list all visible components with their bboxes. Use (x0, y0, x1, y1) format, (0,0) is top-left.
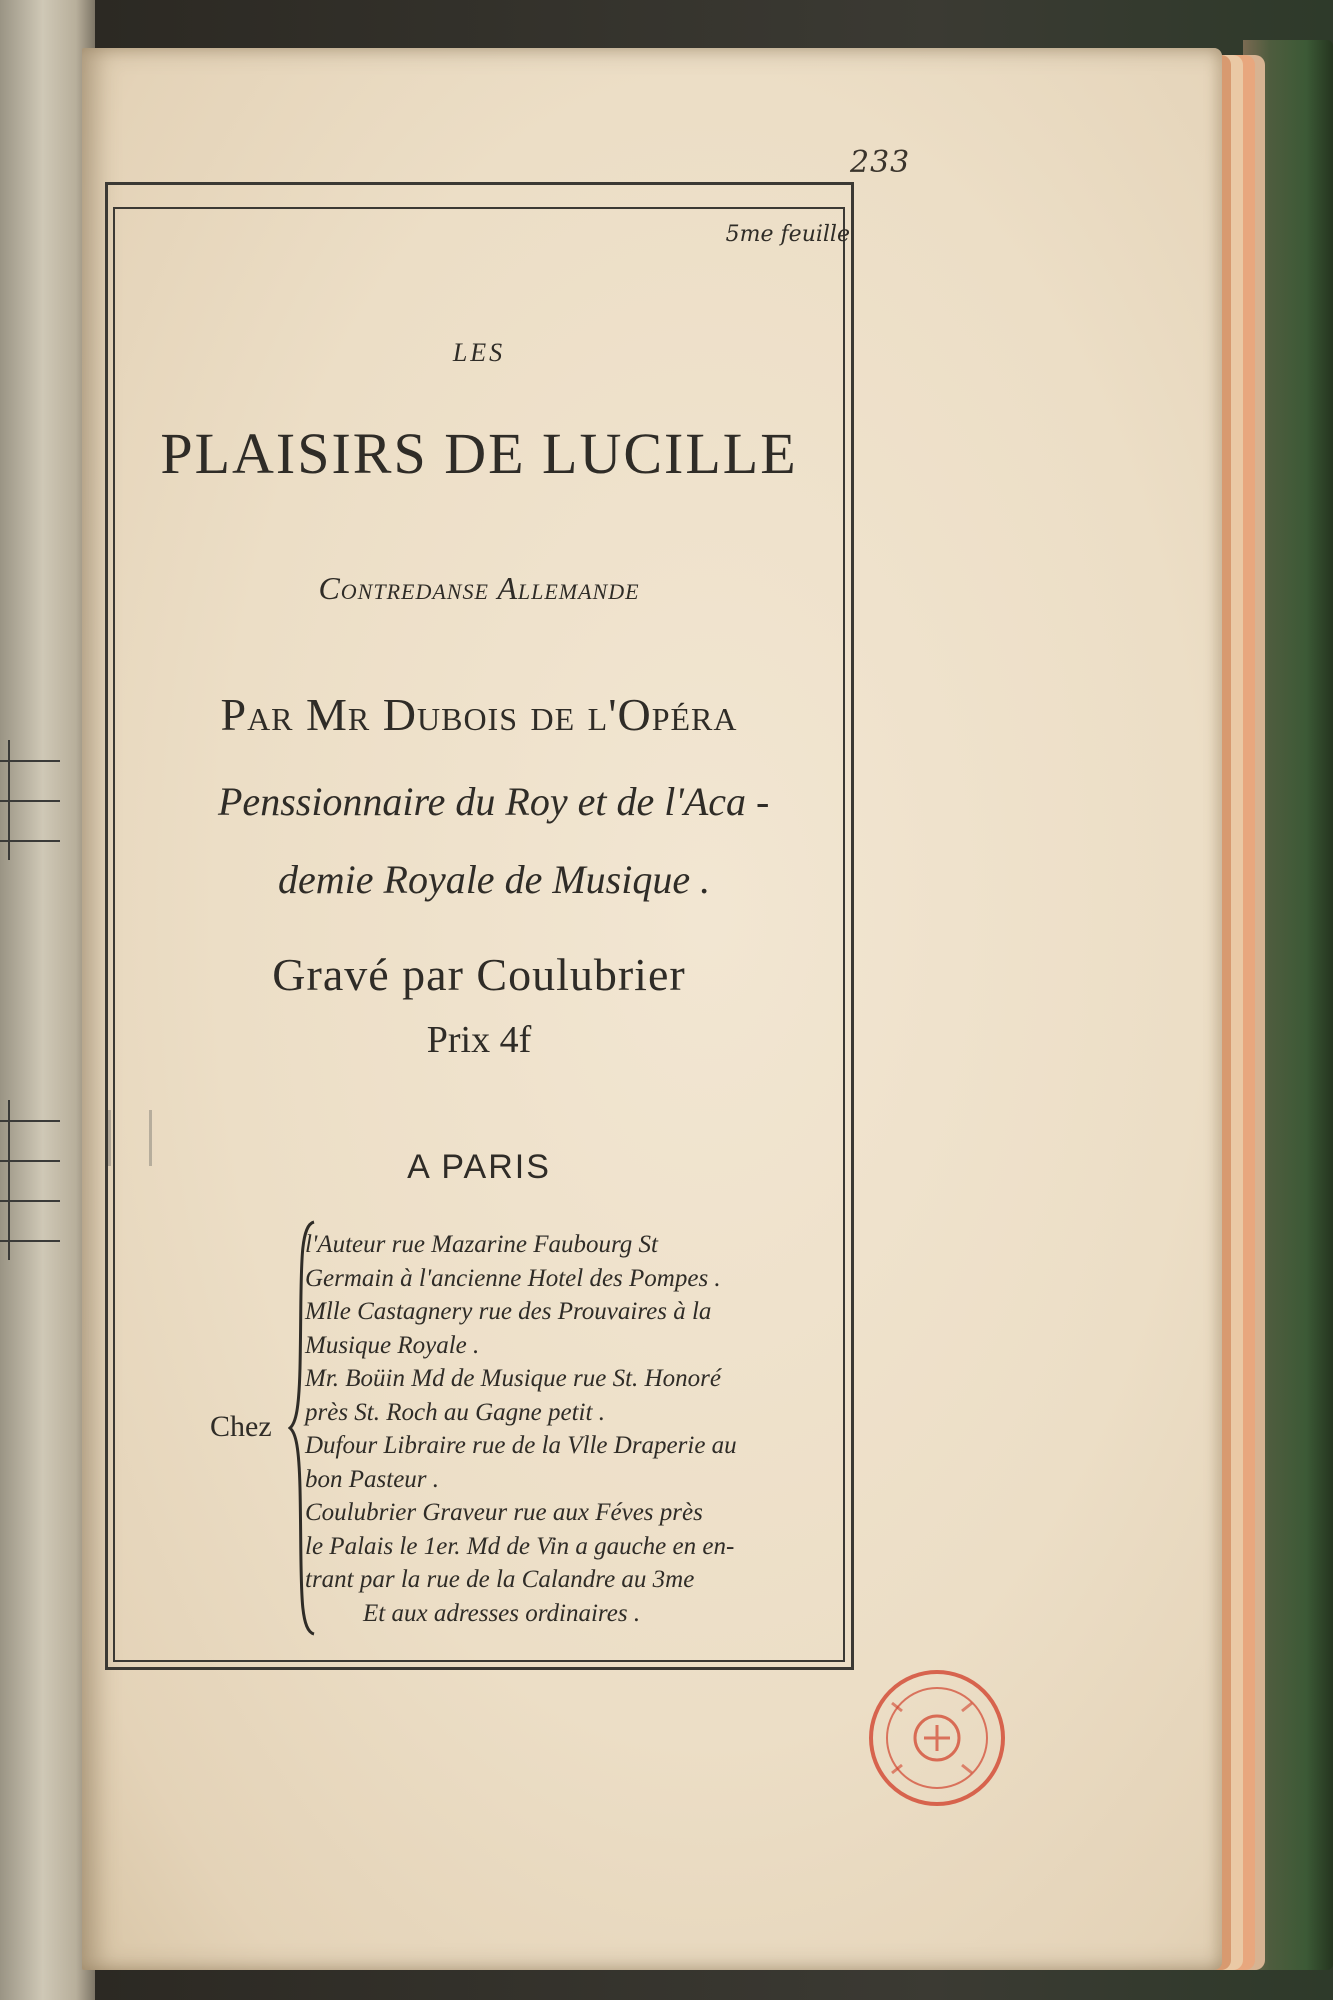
address-line: Musique Royale . (305, 1331, 480, 1359)
stray-ink-mark (108, 1110, 152, 1166)
staff-bar (8, 1100, 10, 1260)
publisher-chez: Chez (210, 1410, 272, 1443)
sheet-note: 5me feuille (725, 222, 850, 247)
address-line: Dufour Libraire rue de la Vlle Draperie au (305, 1432, 737, 1459)
address-line: le Palais le 1er. Md de Vin a gauche en en- (305, 1532, 735, 1560)
address-line: Et aux adresses ordinaires . (363, 1599, 641, 1627)
staff-bar (8, 740, 10, 860)
address-line: Mr. Boüin Md de Musique rue St. Honoré (305, 1365, 721, 1392)
address-line: près St. Roch au Gagne petit . (305, 1398, 605, 1426)
address-line: Coulubrier Graveur rue aux Féves près (305, 1499, 703, 1526)
publisher-city: A PARIS (407, 1148, 551, 1186)
author-line: Par Mr Dubois de l'Opéra (220, 689, 738, 740)
address-line: bon Pasteur . (305, 1465, 440, 1493)
title-article: LES (452, 338, 506, 367)
price-line: Prix 4f (426, 1019, 532, 1061)
address-line: Mlle Castagnery rue des Prouvaires à la (305, 1298, 712, 1325)
main-title: PLAISIRS DE LUCILLE (160, 421, 798, 486)
subtitle: Contredanse Allemande (318, 570, 640, 606)
publisher-address-list (305, 1228, 835, 1630)
address-line: l'Auteur rue Mazarine Faubourg St (305, 1231, 659, 1258)
previous-page-edge (0, 0, 95, 2000)
library-stamp-icon (862, 1663, 1012, 1813)
address-line: Germain à l'ancienne Hotel des Pompes . (305, 1264, 721, 1292)
folio-number: 233 (850, 145, 911, 180)
engraver-line: Gravé par Coulubrier (272, 949, 686, 1000)
pension-line-2: demie Royale de Musique . (278, 857, 711, 902)
pension-line-1: Penssionnaire du Roy et de l'Aca - (218, 779, 770, 824)
address-line: trant par la rue de la Calandre au 3me (305, 1566, 695, 1593)
